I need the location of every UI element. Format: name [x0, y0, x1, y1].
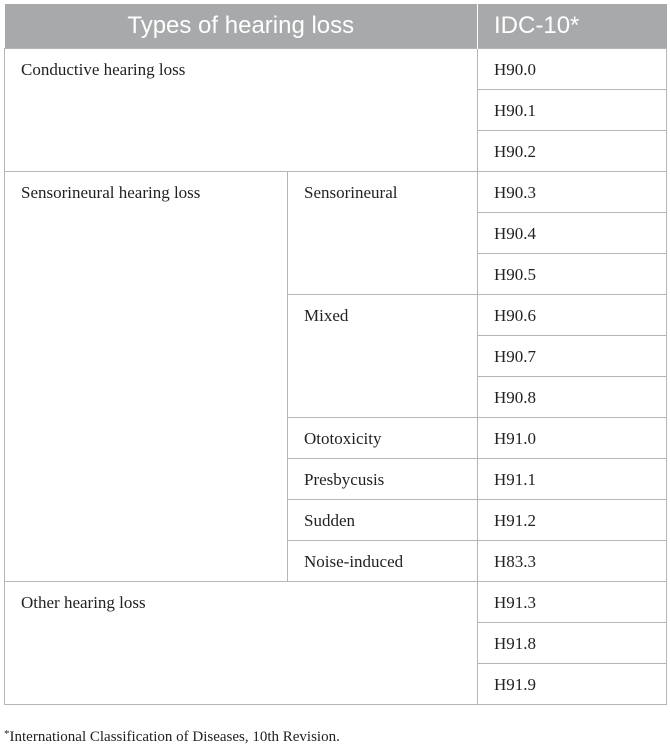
code-cell: H91.1 [478, 459, 667, 500]
code-cell: H90.7 [478, 336, 667, 377]
footnote-text: International Classification of Diseases, 10th Revision. [9, 729, 340, 745]
header-code: IDC-10* [478, 4, 667, 49]
code-cell: H91.3 [478, 582, 667, 623]
table-row [5, 582, 667, 623]
subtype-presbycusis: Presbycusis [288, 459, 478, 500]
code-cell: H90.3 [478, 172, 667, 213]
code-cell: H90.8 [478, 377, 667, 418]
code-cell: H90.5 [478, 254, 667, 295]
footnote [4, 729, 340, 746]
code-cell: H90.6 [478, 295, 667, 336]
code-cell: H91.0 [478, 418, 667, 459]
conductive-label: Conductive hearing loss [5, 49, 478, 172]
code-cell: H90.0 [478, 49, 667, 90]
code-cell: H91.8 [478, 623, 667, 664]
code-cell: H83.3 [478, 541, 667, 582]
footnote-marker: * [4, 728, 10, 740]
code-cell: H90.1 [478, 90, 667, 131]
code-cell: H91.9 [478, 664, 667, 705]
subtype-sudden: Sudden [288, 500, 478, 541]
code-cell: H90.2 [478, 131, 667, 172]
table-row [5, 49, 667, 90]
subtype-noise-induced: Noise-induced [288, 541, 478, 582]
table-row [5, 172, 667, 213]
subtype-sensorineural: Sensorineural [288, 172, 478, 295]
other-label: Other hearing loss [5, 582, 478, 705]
subtype-mixed: Mixed [288, 295, 478, 418]
code-cell: H90.4 [478, 213, 667, 254]
hearing-loss-table [4, 4, 667, 705]
subtype-ototoxicity: Ototoxicity [288, 418, 478, 459]
code-cell: H91.2 [478, 500, 667, 541]
sensorineural-label: Sensorineural hearing loss [5, 172, 288, 582]
header-types: Types of hearing loss [5, 4, 478, 49]
table-header-row [5, 4, 667, 49]
